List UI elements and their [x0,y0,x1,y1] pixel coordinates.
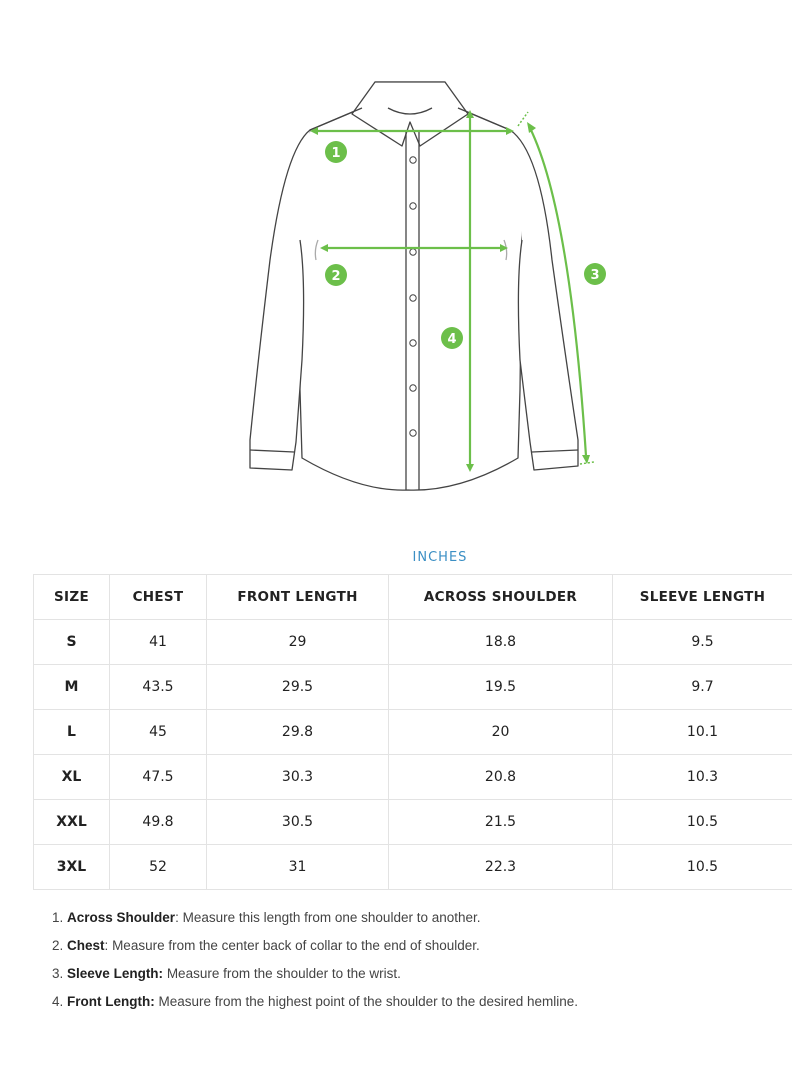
button [410,249,416,255]
note-number: 2. [52,938,64,953]
marker-3-number: 3 [590,268,600,283]
note-separator: : [104,938,109,953]
across-shoulder-cell: 20 [389,710,613,755]
front-length-cell: 29 [207,620,389,665]
shirt-diagram [0,60,792,510]
size-cell: 3XL [34,845,110,890]
note-number: 4. [52,994,64,1009]
front-length-cell: 30.5 [207,800,389,845]
table-row [34,800,792,845]
button [410,385,416,391]
across-shoulder-cell: 22.3 [389,845,613,890]
sleeve-length-cell: 10.1 [613,710,792,755]
shirt-outline [250,82,578,490]
measurement-notes [52,906,578,1018]
table-row [34,845,792,890]
note-text: Measure from the center back of collar to the end of shoulder. [108,938,480,953]
note-item [52,934,578,962]
across-shoulder-cell: 21.5 [389,800,613,845]
guide-dots [518,112,528,126]
header-size: SIZE [34,575,110,620]
chest-cell: 41 [110,620,207,665]
header-front-length: FRONT LENGTH [207,575,389,620]
note-term: Across Shoulder [67,910,176,925]
across-shoulder-cell: 18.8 [389,620,613,665]
table-row [34,665,792,710]
across-shoulder-cell: 19.5 [389,665,613,710]
sleeve-length-cell: 10.5 [613,845,792,890]
note-number: 3. [52,966,64,981]
note-item [52,990,578,1018]
front-length-cell: 31 [207,845,389,890]
chest-cell: 45 [110,710,207,755]
size-cell: L [34,710,110,755]
button [410,430,416,436]
sleeve-length-cell: 10.3 [613,755,792,800]
note-number: 1. [52,910,64,925]
chest-cell: 52 [110,845,207,890]
chest-cell: 43.5 [110,665,207,710]
header-chest: CHEST [110,575,207,620]
table-row [34,755,792,800]
note-text: Measure from the highest point of the shoulder to the desired hemline. [154,994,579,1009]
button [410,295,416,301]
across-shoulder-cell: 20.8 [389,755,613,800]
table-row [34,710,792,755]
chest-cell: 47.5 [110,755,207,800]
note-item [52,962,578,990]
sleeve-length-cell: 9.7 [613,665,792,710]
marker-4-number: 4 [447,332,457,347]
note-text: Measure from the shoulder to the wrist. [163,966,401,981]
sleeve-length-cell: 10.5 [613,800,792,845]
size-cell: M [34,665,110,710]
table-row [34,620,792,665]
size-chart-table [33,574,792,890]
marker-2-number: 2 [331,269,341,284]
unit-label: INCHES [412,550,468,565]
size-cell: S [34,620,110,665]
table-header-row [34,575,792,620]
front-length-cell: 29.5 [207,665,389,710]
marker-1-number: 1 [331,146,341,161]
button [410,157,416,163]
size-cell: XXL [34,800,110,845]
right-sleeve [510,130,578,470]
front-length-cell: 30.3 [207,755,389,800]
button [410,203,416,209]
chest-cell: 49.8 [110,800,207,845]
note-term: Chest [67,938,105,953]
note-item [52,906,578,934]
header-sleeve-length: SLEEVE LENGTH [613,575,792,620]
header-across-shoulder: ACROSS SHOULDER [389,575,613,620]
note-text: Measure this length from one shoulder to another. [178,910,481,925]
note-term: Sleeve Length: [67,966,164,981]
sleeve-length-cell: 9.5 [613,620,792,665]
front-length-cell: 29.8 [207,710,389,755]
size-cell: XL [34,755,110,800]
note-term: Front Length: [67,994,155,1009]
button [410,340,416,346]
note-separator: : [175,910,179,925]
